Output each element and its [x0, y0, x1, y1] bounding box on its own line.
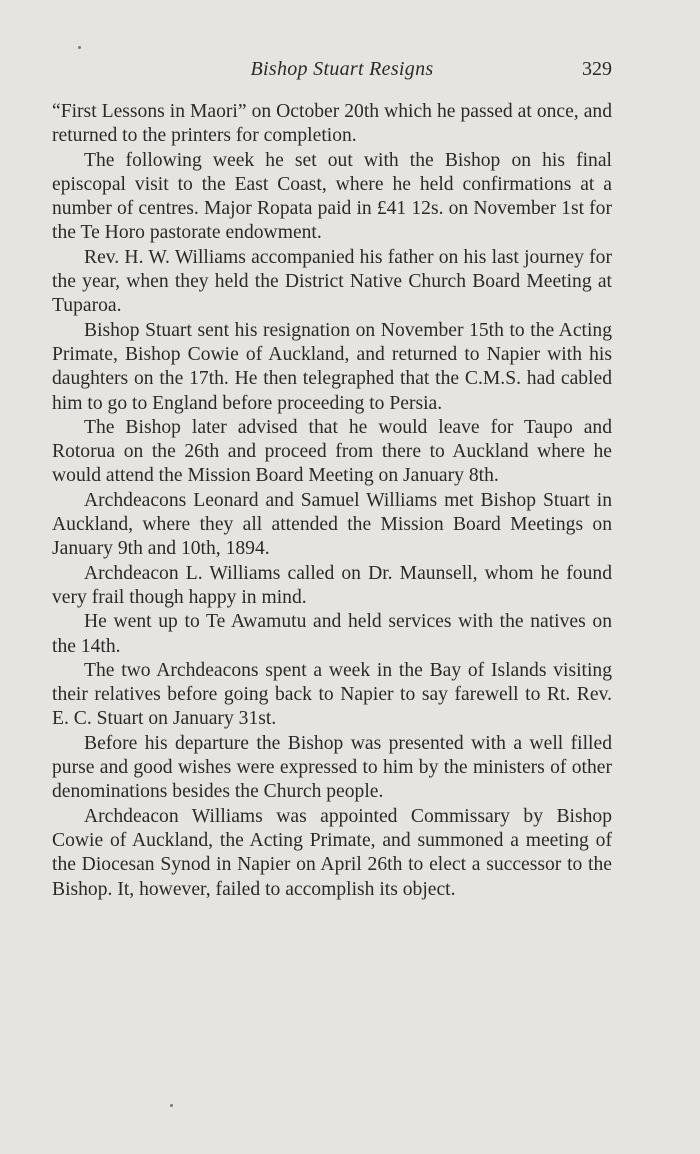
- body-text: [52, 100, 612, 902]
- paper-speck: [78, 46, 81, 49]
- paragraph: The Bishop later advised that he would leave for Taupo and Rotorua on the 26th and proceed from there to Auckland where he would attend the Mission Board Meeting on January 8th.: [52, 416, 612, 487]
- paragraph: Rev. H. W. Williams accompanied his father on his last journey for the year, when they held the District Native Church Board Meeting at Tuparoa.: [52, 246, 612, 317]
- paragraph-continued: “First Lessons in Maori” on October 20th which he passed at once, and returned to the printers for completion.: [52, 101, 612, 147]
- paragraph: Archdeacons Leonard and Samuel Williams met Bishop Stuart in Auckland, where they all attended the Mission Board Meetings on January 9th and 10th, 1894.: [52, 489, 612, 560]
- paragraph: The two Archdeacons spent a week in the Bay of Islands visiting their relatives before going back to Napier to say farewell to Rt. Rev. E. C. Stuart on January 31st.: [52, 659, 612, 730]
- paper-speck: [170, 1104, 173, 1107]
- paragraph: Bishop Stuart sent his resignation on November 15th to the Acting Primate, Bishop Cowie of Auckland, and returned to Napier with his daughters on the 17th. He then telegraphed that the C.M.S. had cabled him to go to England before proceeding to Persia.: [52, 319, 612, 414]
- running-title: Bishop Stuart Resigns: [250, 58, 434, 80]
- page-number: 329: [582, 58, 612, 80]
- paragraph: He went up to Te Awamutu and held services with the natives on the 14th.: [52, 611, 612, 657]
- paragraph: Archdeacon L. Williams called on Dr. Maunsell, whom he found very frail though happy in mind.: [52, 562, 612, 608]
- paragraph: Before his departure the Bishop was presented with a well filled purse and good wishes were expressed to him by the ministers of other denominations besides the Church people.: [52, 732, 612, 803]
- paragraph: Archdeacon Williams was appointed Commissary by Bishop Cowie of Auckland, the Acting Primate, and summoned a meeting of the Diocesan Synod in Napier on April 26th to elect a successor to the Bishop. It, however, failed to accomplish its object.: [52, 805, 612, 900]
- paragraph: The following week he set out with the Bishop on his final episcopal visit to the East Coast, where he held confirmations at a number of centres. Major Ropata paid in £41 12s. on November 1st for the Te Horo pastorate endowment.: [52, 149, 612, 244]
- running-head: [52, 58, 612, 86]
